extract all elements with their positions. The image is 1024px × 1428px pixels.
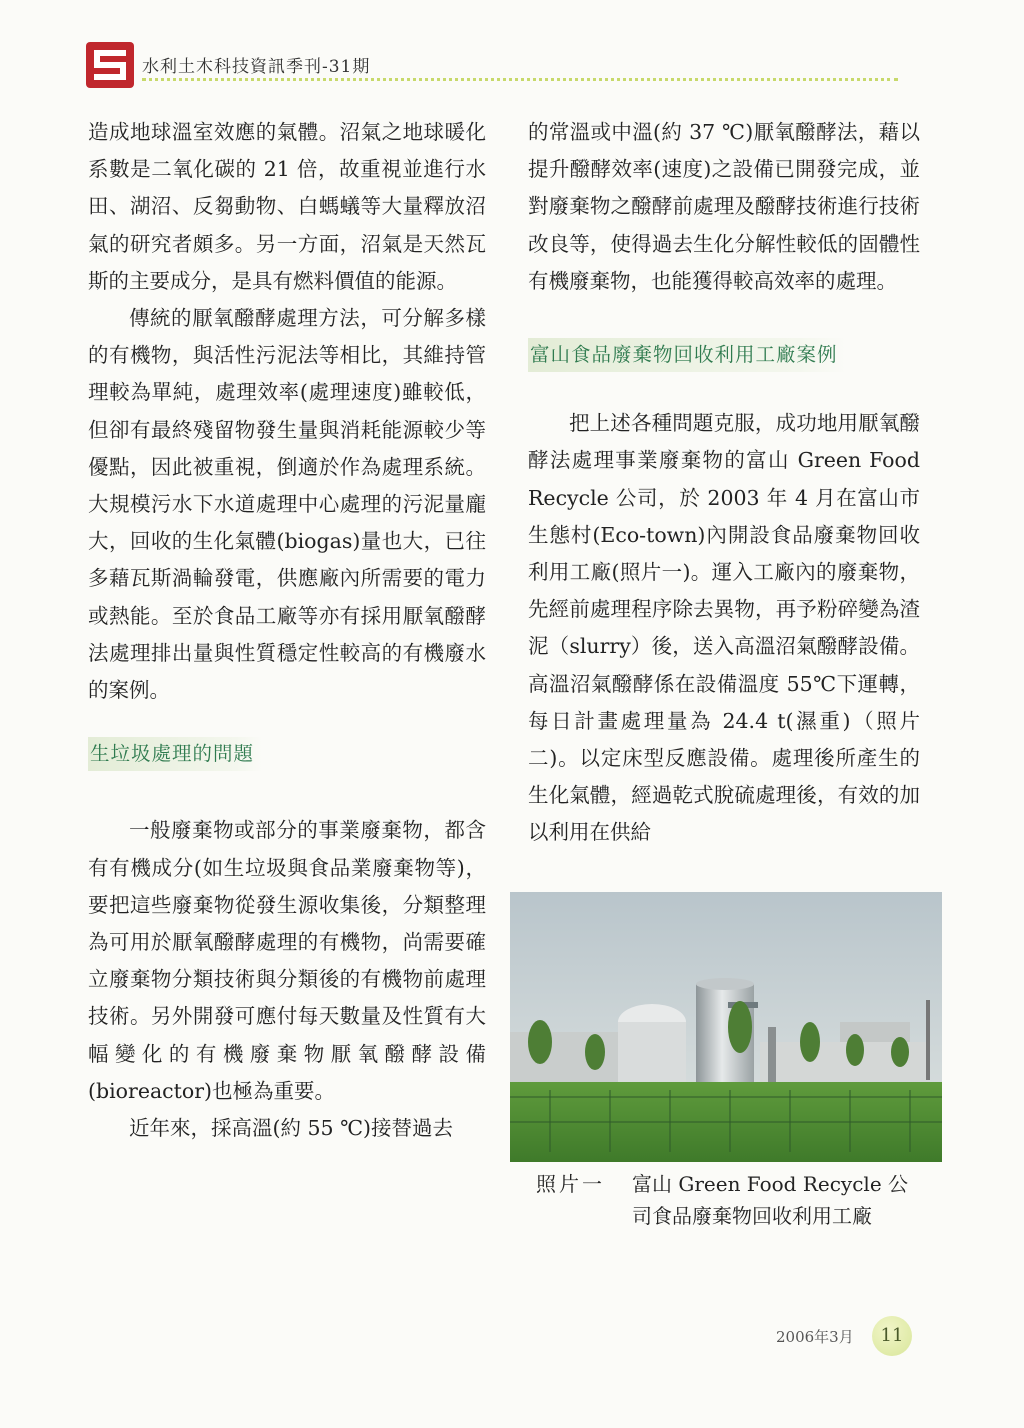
page-header — [86, 42, 906, 92]
right-column — [528, 114, 920, 852]
paragraph: 造成地球溫室效應的氣體。沼氣之地球暖化系數是二氧化碳的 21 倍，故重視並進行水田、湖沼、反芻動物、白螞蟻等大量釋放沼氣的研究者頗多。另一方面，沼氣是天然瓦斯的主要成分，是具有燃料價值的能源。 — [88, 120, 486, 293]
paragraph: 一般廢棄物或部分的事業廢棄物，都含有有機成分(如生垃圾與食品業廢棄物等)，要把這些廢棄物從發生源收集後，分類整理為可用於厭氧醱酵處理的有機物，尚需要確立廢棄物分類技術與分類後的有機物前處理技術。另外開發可應付每天數量及性質有大幅變化的有機廢棄物厭氧醱酵設備(bioreactor)也極為重要。 — [88, 818, 486, 1103]
caption-text: 富山 Green Food Recycle 公司食品廢棄物回收利用工廠 — [632, 1172, 909, 1228]
section-heading: 富山食品廢棄物回收利用工廠案例 — [528, 338, 846, 372]
factory-photo — [510, 892, 942, 1162]
header-divider — [142, 78, 898, 81]
s-logo-icon — [86, 42, 134, 88]
caption-label: 照片一 — [536, 1172, 605, 1196]
paragraph: 近年來，採高溫(約 55 ℃)接替過去 — [129, 1116, 454, 1141]
page-number: 11 — [872, 1316, 912, 1356]
paragraph: 的常溫或中溫(約 37 ℃)厭氧醱酵法，藉以提升醱酵效率(速度)之設備已開發完成，並對廢棄物之醱酵前處理及醱酵技術進行技術改良等，使得過去生化分解性較低的固體性有機廢棄物，也能獲得較高效率的處理。 — [528, 120, 920, 293]
journal-title: 水利土木科技資訊季刊-31期 — [142, 57, 371, 77]
paragraph: 傳統的厭氧醱酵處理方法，可分解多樣的有機物，與活性污泥法等相比，其維持管理較為單純，處理效率(處理速度)雖較低，但卻有最終殘留物發生量與消耗能源較少等優點，因此被重視，倒適於作為處理系統。大規模污水下水道處理中心處理的污泥量龐大，回收的生化氣體(biogas)量也大，已往多藉瓦斯渦輪發電，供應廠內所需要的電力或熱能。至於食品工廠等亦有採用厭氧醱酵法處理排出量與性質穩定性較高的有機廢水的案例。 — [88, 306, 486, 703]
paragraph: 把上述各種問題克服，成功地用厭氧醱酵法處理事業廢棄物的富山 Green Food Recycle 公司，於 2003 年 4 月在富山市生態村(Eco-town)內開設食品廢棄物回收利用工廠(照片一)。運入工廠內的廢棄物，先經前處理程序除去異物，再予粉碎變為渣泥（slurry）後，送入高溫沼氣醱酵設備。高溫沼氣醱酵係在設備溫度 55℃下運轉，每日計畫處理量為 24.4 t(濕重)（照片二)。以定床型反應設備。處理後所產生的生化氣體，經過乾式脫硫處理後，有效的加以利用在供給 — [528, 411, 920, 845]
issue-date: 2006年3月 — [776, 1328, 854, 1346]
section-heading: 生垃圾處理的問題 — [88, 737, 262, 771]
left-column — [88, 114, 486, 1147]
